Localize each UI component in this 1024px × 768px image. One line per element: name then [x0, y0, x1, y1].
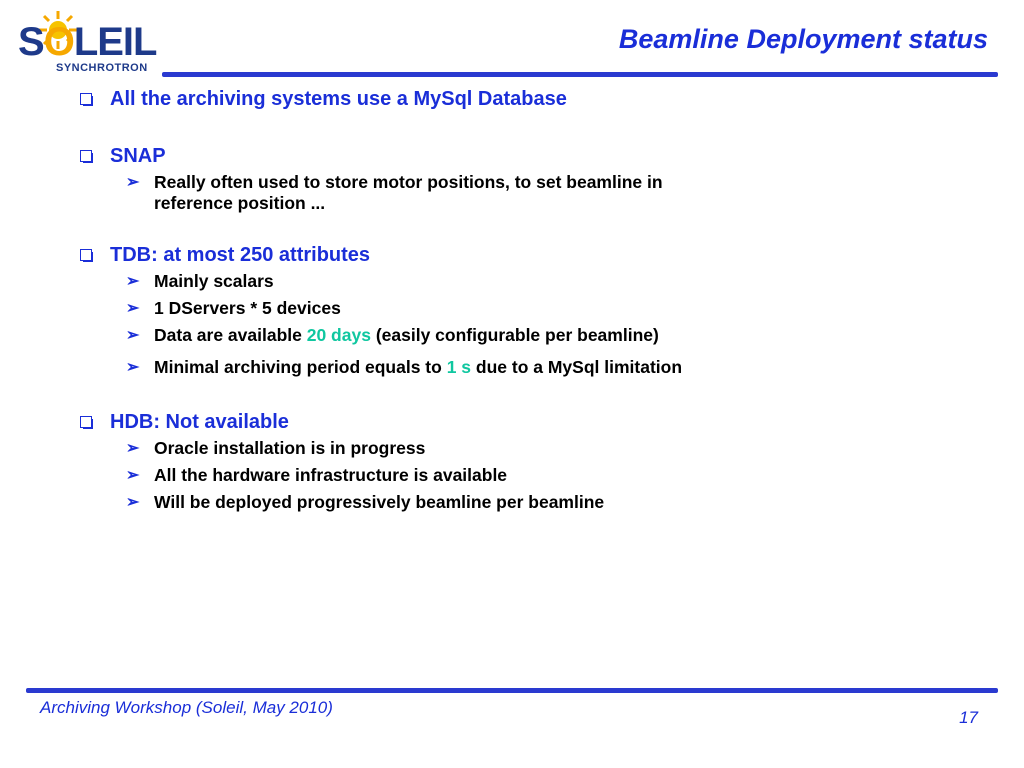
logo-wordmark: SOLEIL	[18, 20, 157, 64]
checkbox-bullet-icon	[80, 93, 92, 105]
footer-divider	[26, 688, 998, 693]
slide-body	[78, 88, 998, 513]
hdb-item: ➢ Will be deployed progressively beamline per beamline	[126, 492, 605, 512]
logo-subtitle: SYNCHROTRON	[56, 62, 148, 74]
footer-text: Archiving Workshop (Soleil, May 2010)	[40, 698, 333, 717]
slide-title: Beamline Deployment status	[618, 24, 988, 54]
arrow-bullet-icon: ➢	[126, 327, 140, 344]
arrow-bullet-icon: ➢	[126, 300, 140, 317]
checkbox-bullet-icon	[80, 150, 92, 162]
highlight-value: 20 days	[306, 325, 371, 345]
checkbox-bullet-icon	[80, 416, 92, 428]
arrow-bullet-icon: ➢	[126, 359, 140, 376]
bullet-hdb: HDB: Not available	[78, 411, 998, 434]
checkbox-bullet-icon	[80, 249, 92, 261]
tdb-item: ➢ Mainly scalars	[126, 271, 274, 291]
tdb-item: ➢ 1 DServers * 5 devices	[126, 298, 341, 318]
arrow-bullet-icon: ➢	[126, 467, 140, 484]
bullet-archiving-db: All the archiving systems use a MySql Database	[78, 88, 998, 111]
arrow-bullet-icon: ➢	[126, 440, 140, 457]
soleil-logo	[12, 8, 162, 78]
tdb-item: ➢ Minimal archiving period equals to 1 s due to a MySql limitation	[126, 357, 683, 377]
snap-item: ➢ Really often used to store motor positions, to set beamline in reference position ...	[126, 172, 663, 213]
bullet-snap: SNAP	[78, 145, 998, 168]
hdb-item: ➢ Oracle installation is in progress	[126, 438, 426, 458]
arrow-bullet-icon: ➢	[126, 494, 140, 511]
page-number: 17	[959, 708, 978, 727]
arrow-bullet-icon: ➢	[126, 174, 140, 191]
highlight-value: 1 s	[446, 357, 472, 377]
tdb-item: ➢ Data are available 20 days (easily configurable per beamline)	[126, 325, 659, 345]
title-divider	[162, 72, 998, 77]
hdb-item: ➢ All the hardware infrastructure is available	[126, 465, 508, 485]
arrow-bullet-icon: ➢	[126, 273, 140, 290]
bullet-tdb: TDB: at most 250 attributes	[78, 244, 998, 267]
